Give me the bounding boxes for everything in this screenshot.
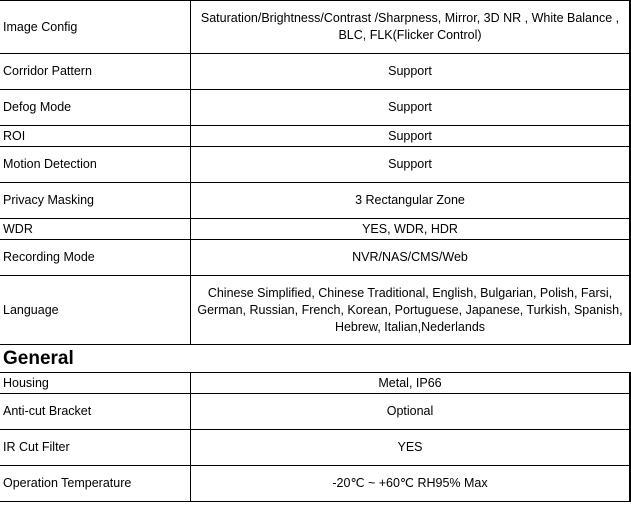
table-row — [0, 147, 630, 183]
row-label-motion-detection: Motion Detection — [0, 147, 191, 183]
row-value-corridor-pattern: Support — [191, 54, 631, 90]
row-label-roi: ROI — [0, 126, 191, 147]
table-row — [0, 219, 630, 240]
table-row — [0, 183, 630, 219]
row-label-wdr: WDR — [0, 219, 191, 240]
row-value-ir-cut-filter: YES — [191, 430, 631, 466]
row-value-defog-mode: Support — [191, 90, 631, 126]
section-header-row — [0, 345, 630, 373]
row-value-image-config: Saturation/Brightness/Contrast /Sharpness, Mirror, 3D NR , White Balance , BLC, FLK(Flicker Control) — [191, 1, 631, 54]
row-label-language: Language — [0, 276, 191, 345]
row-label-privacy-masking: Privacy Masking — [0, 183, 191, 219]
section-title: General — [0, 345, 630, 373]
row-label-ir-cut-filter: IR Cut Filter — [0, 430, 191, 466]
row-label-corridor-pattern: Corridor Pattern — [0, 54, 191, 90]
row-value-wdr: YES, WDR, HDR — [191, 219, 631, 240]
row-value-anti-cut-bracket: Optional — [191, 394, 631, 430]
row-label-defog-mode: Defog Mode — [0, 90, 191, 126]
row-value-privacy-masking: 3 Rectangular Zone — [191, 183, 631, 219]
table-row — [0, 394, 630, 430]
table-row — [0, 126, 630, 147]
table-row — [0, 240, 630, 276]
table-row — [0, 466, 630, 502]
row-label-recording-mode: Recording Mode — [0, 240, 191, 276]
row-value-recording-mode: NVR/NAS/CMS/Web — [191, 240, 631, 276]
row-value-roi: Support — [191, 126, 631, 147]
row-value-motion-detection: Support — [191, 147, 631, 183]
row-label-operation-temperature: Operation Temperature — [0, 466, 191, 502]
table-row — [0, 276, 630, 345]
table-row — [0, 430, 630, 466]
row-label-anti-cut-bracket: Anti-cut Bracket — [0, 394, 191, 430]
row-value-operation-temperature: -20℃ ~ +60℃ RH95% Max — [191, 466, 631, 502]
table-row — [0, 373, 630, 394]
row-value-housing: Metal, IP66 — [191, 373, 631, 394]
row-label-image-config: Image Config — [0, 1, 191, 54]
table-row — [0, 90, 630, 126]
row-label-housing: Housing — [0, 373, 191, 394]
table-row — [0, 1, 630, 54]
table-row — [0, 54, 630, 90]
row-value-language: Chinese Simplified, Chinese Traditional, English, Bulgarian, Polish, Farsi, German, Russian, French, Korean, Portuguese, Japanese, Turkish, Spanish, Hebrew, Italian,Nederlands — [191, 276, 631, 345]
